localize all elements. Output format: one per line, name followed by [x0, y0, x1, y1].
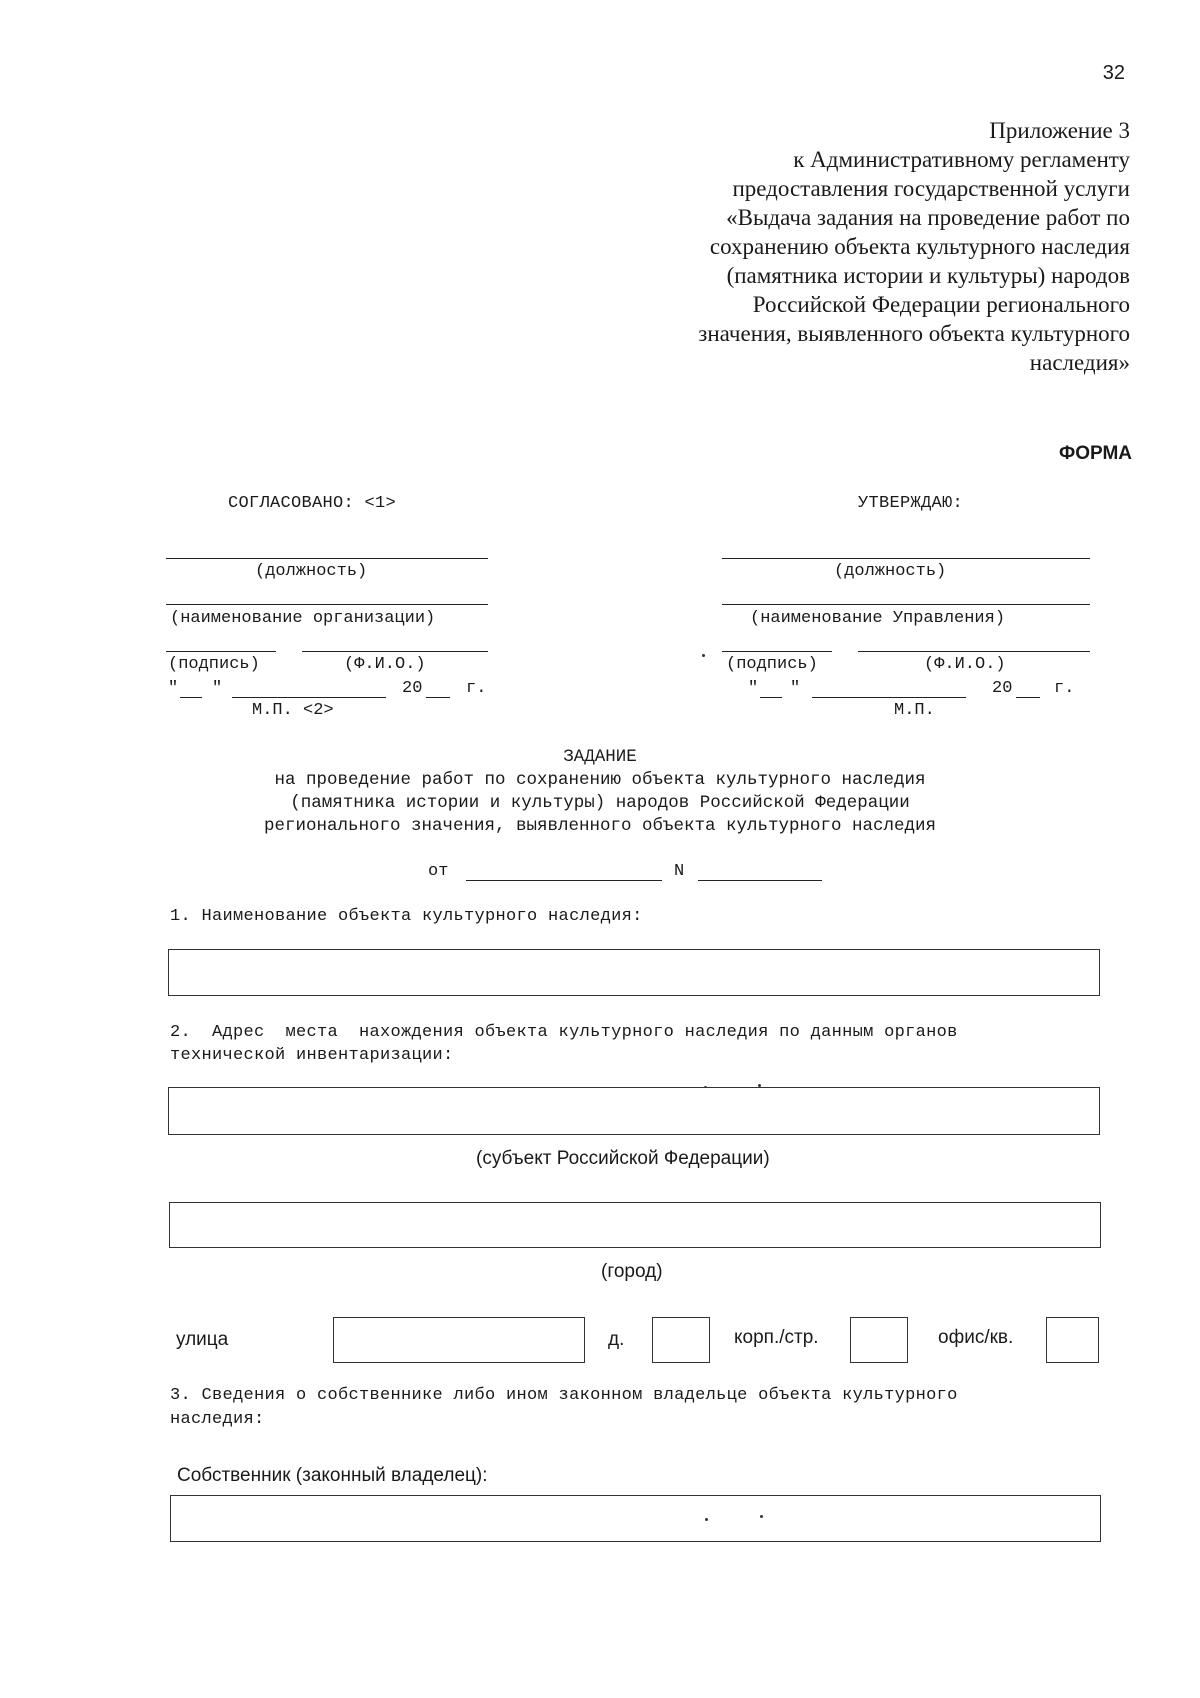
owner-field[interactable]	[170, 1495, 1101, 1542]
task-number-line[interactable]	[698, 880, 822, 881]
section2-label-line2: технической инвентаризации:	[170, 1046, 454, 1065]
task-title: ЗАДАНИЕ	[563, 747, 637, 767]
city-caption: (город)	[601, 1261, 663, 1282]
right-stamp: М.П.	[894, 701, 935, 720]
building-label: корп./стр.	[734, 1327, 819, 1348]
left-date-quote-close: "	[212, 679, 223, 698]
left-month-line[interactable]	[232, 697, 386, 698]
left-signature-caption: (подпись)	[168, 655, 260, 674]
right-year-suffix: г.	[1054, 679, 1075, 698]
section3-label-line1: 3. Сведения о собственнике либо ином законном владельце объекта культурного	[170, 1386, 958, 1405]
section3-label-line2: наследия:	[170, 1410, 265, 1429]
left-fio-caption: (Ф.И.О.)	[344, 655, 426, 674]
left-org-caption: (наименование организации)	[170, 609, 436, 628]
scan-speck	[702, 654, 705, 657]
right-org-caption: (наименование Управления)	[750, 609, 1006, 628]
street-label: улица	[176, 1329, 229, 1350]
left-position-caption: (должность)	[255, 562, 368, 581]
right-month-line[interactable]	[812, 697, 966, 698]
left-org-line[interactable]	[166, 604, 488, 605]
right-year-line[interactable]	[1016, 697, 1040, 698]
annex-line: предоставления государственной услуги	[732, 176, 1130, 201]
scan-speck	[705, 1518, 708, 1521]
right-org-line[interactable]	[722, 604, 1090, 605]
task-subtitle-line: (памятника истории и культуры) народов Российской Федерации	[290, 793, 910, 813]
left-day-line[interactable]	[180, 697, 202, 698]
house-field[interactable]	[652, 1317, 710, 1363]
annex-header	[570, 116, 1130, 377]
annex-line: наследия»	[1029, 350, 1130, 375]
number-label: N	[674, 862, 685, 881]
task-date-line[interactable]	[466, 880, 662, 881]
left-year-line[interactable]	[426, 697, 450, 698]
annex-line: значения, выявленного объекта культурного	[698, 321, 1130, 346]
annex-line: «Выдача задания на проведение работ по	[726, 205, 1130, 230]
section2-label-line1: 2. Адрес места нахождения объекта культурного наследия по данным органов	[170, 1023, 958, 1042]
house-label: д.	[608, 1329, 625, 1350]
city-field[interactable]	[169, 1202, 1101, 1248]
annex-line: Российской Федерации регионального	[752, 292, 1130, 317]
object-name-field[interactable]	[168, 949, 1100, 996]
task-subtitle-line: на проведение работ по сохранению объекта культурного наследия	[274, 770, 926, 790]
street-field[interactable]	[333, 1317, 585, 1363]
left-stamp: М.П. <2>	[252, 701, 334, 720]
right-day-line[interactable]	[760, 697, 782, 698]
office-field[interactable]	[1046, 1317, 1099, 1363]
annex-line: к Административному регламенту	[793, 147, 1130, 172]
right-date-quote-open: "	[748, 679, 759, 698]
left-date-quote-open: "	[168, 679, 179, 698]
annex-line: сохранению объекта культурного наследия	[709, 234, 1130, 259]
section1-label: 1. Наименование объекта культурного наследия:	[170, 907, 643, 926]
right-fio-caption: (Ф.И.О.)	[924, 655, 1006, 674]
right-date-quote-close: "	[790, 679, 801, 698]
approve-heading: УТВЕРЖДАЮ:	[858, 494, 964, 513]
from-label: от	[428, 862, 449, 881]
right-position-line[interactable]	[722, 558, 1090, 559]
left-fio-line[interactable]	[302, 651, 488, 652]
right-fio-line[interactable]	[858, 651, 1090, 652]
office-label: офис/кв.	[938, 1327, 1014, 1348]
left-year-prefix: 20	[402, 679, 423, 698]
subject-field[interactable]	[168, 1087, 1100, 1135]
left-position-line[interactable]	[166, 558, 488, 559]
annex-line: (памятника истории и культуры) народов	[726, 263, 1130, 288]
right-signature-caption: (подпись)	[726, 655, 818, 674]
left-year-suffix: г.	[466, 679, 487, 698]
agreed-heading: СОГЛАСОВАНО: <1>	[228, 494, 397, 513]
right-year-prefix: 20	[992, 679, 1013, 698]
page-number: 32	[1102, 62, 1125, 84]
owner-label: Собственник (законный владелец):	[177, 1465, 488, 1486]
task-subtitle-line: регионального значения, выявленного объекта культурного наследия	[263, 816, 937, 836]
left-signature-line[interactable]	[166, 651, 276, 652]
annex-line: Приложение 3	[989, 118, 1130, 143]
building-field[interactable]	[850, 1317, 908, 1363]
subject-caption: (субъект Российской Федерации)	[476, 1148, 770, 1169]
scan-speck	[760, 1515, 763, 1518]
form-label: ФОРМА	[1059, 443, 1132, 464]
right-signature-line[interactable]	[722, 651, 832, 652]
right-position-caption: (должность)	[834, 562, 947, 581]
